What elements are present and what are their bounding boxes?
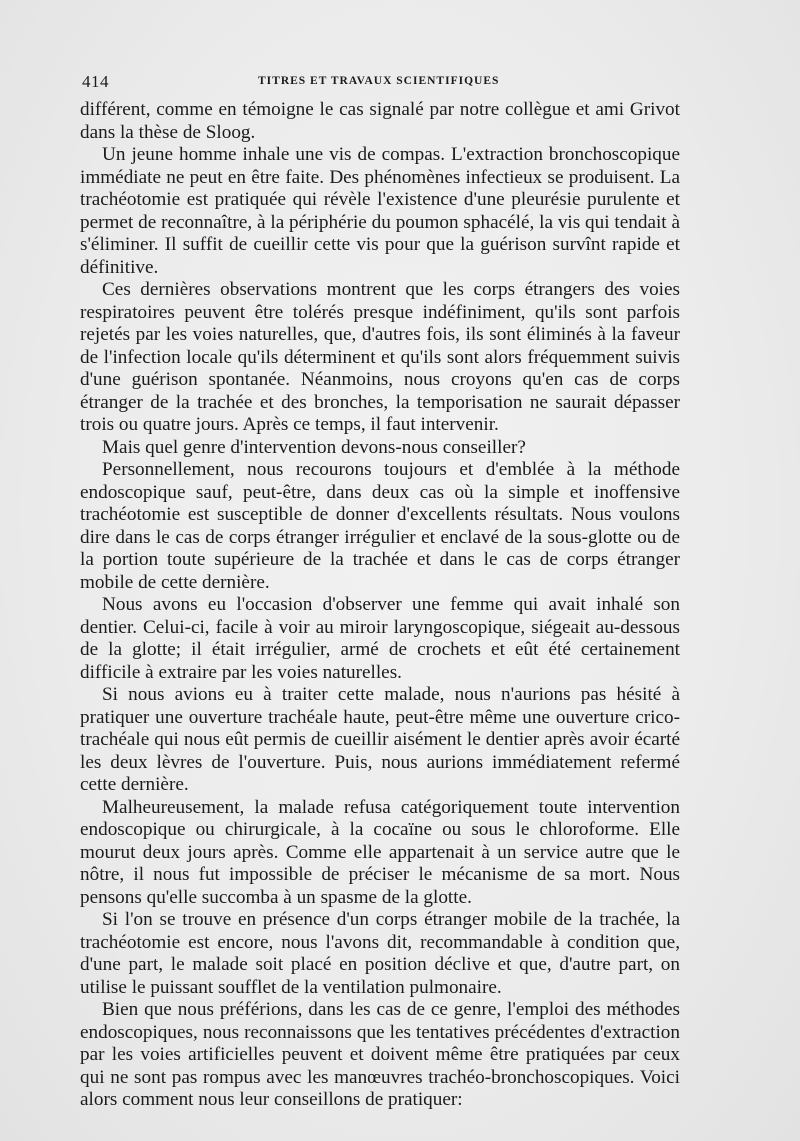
- paragraph: Bien que nous préférions, dans les cas de ce genre, l'emploi des méthodes endoscopiques, nous reconnaissons que les tentatives précédentes d'extraction par les voies artificielles peuvent et doivent même être pratiquées par ceux qui ne sont pas rompus avec les manœuvres trachéo-bronchoscopiques. Voici alors comment nous leur conseillons de pratiquer:: [80, 999, 680, 1110]
- paragraph: Un jeune homme inhale une vis de compas. L'extraction bronchoscopique immédiate ne peut en être faite. Des phénomènes infectieux se produisent. La trachéotomie est pratiquée qui révèle l'existence d'une pleurésie purulente et permet de reconnaître, à la périphérie du poumon sphacélé, la vis qui tendait à s'éliminer. Il suffit de cueillir cette vis pour que la guérison survînt rapide et définitive.: [80, 144, 680, 278]
- page-number: 414: [82, 72, 109, 91]
- paragraph: différent, comme en témoigne le cas signalé par notre collègue et ami Grivot dans la thèse de Sloog.: [80, 99, 680, 143]
- paragraph: Mais quel genre d'intervention devons-nous conseiller?: [102, 436, 526, 458]
- page-header: [82, 72, 702, 96]
- paragraph: Si l'on se trouve en présence d'un corps étranger mobile de la trachée, la trachéotomie est encore, nous l'avons dit, recommandable à condition que, d'une part, le malade soit placé en position déclive et que, d'autre part, on utilise le puissant soufflet de la ventilation pulmonaire.: [80, 909, 680, 998]
- paragraph: Ces dernières observations montrent que les corps étrangers des voies respiratoires peuvent être tolérés presque indéfiniment, qu'ils sont parfois rejetés par les voies naturelles, que, d'autres fois, ils sont éliminés à la faveur de l'infection locale qu'ils déterminent et qu'ils sont alors fréquemment suivis d'une guérison spontanée. Néanmoins, nous croyons qu'en cas de corps étranger de la trachée et des bronches, la temporisation ne saurait dépasser trois ou quatre jours. Après ce temps, il faut intervenir.: [80, 279, 680, 435]
- paragraph: Si nous avions eu à traiter cette malade, nous n'aurions pas hésité à pratiquer une ouverture trachéale haute, peut-être même une ouverture crico-trachéale qui nous eût permis de cueillir aisément le dentier après avoir écarté les deux lèvres de l'ouverture. Puis, nous aurions immédiatement refermé cette dernière.: [80, 684, 680, 795]
- paragraph: Nous avons eu l'occasion d'observer une femme qui avait inhalé son dentier. Celui-ci, facile à voir au miroir laryngoscopique, siégeait au-dessous de la glotte; il était irrégulier, armé de crochets et eût été certainement difficile à extraire par les voies naturelles.: [80, 594, 680, 683]
- paragraph: Malheureusement, la malade refusa catégoriquement toute intervention endoscopique ou chirurgicale, à la cocaïne ou sous le chloroforme. Elle mourut deux jours après. Comme elle appartenait à un service autre que le nôtre, il nous fut impossible de préciser le mécanisme de sa mort. Nous pensons qu'elle succomba à un spasme de la glotte.: [80, 796, 680, 908]
- paragraph: Personnellement, nous recourons toujours et d'emblée à la méthode endoscopique sauf, peut-être, dans deux cas où la simple et inoffensive trachéotomie est susceptible de donner d'excellents résultats. Nous voulons dire dans le cas de corps étranger irrégulier et enclavé de la sous-glotte ou de la portion toute supérieure de la trachée et dans le cas de corps étranger mobile de cette dernière.: [80, 459, 680, 593]
- running-title: TITRES ET TRAVAUX SCIENTIFIQUES: [258, 75, 500, 87]
- body-text: [80, 99, 680, 1112]
